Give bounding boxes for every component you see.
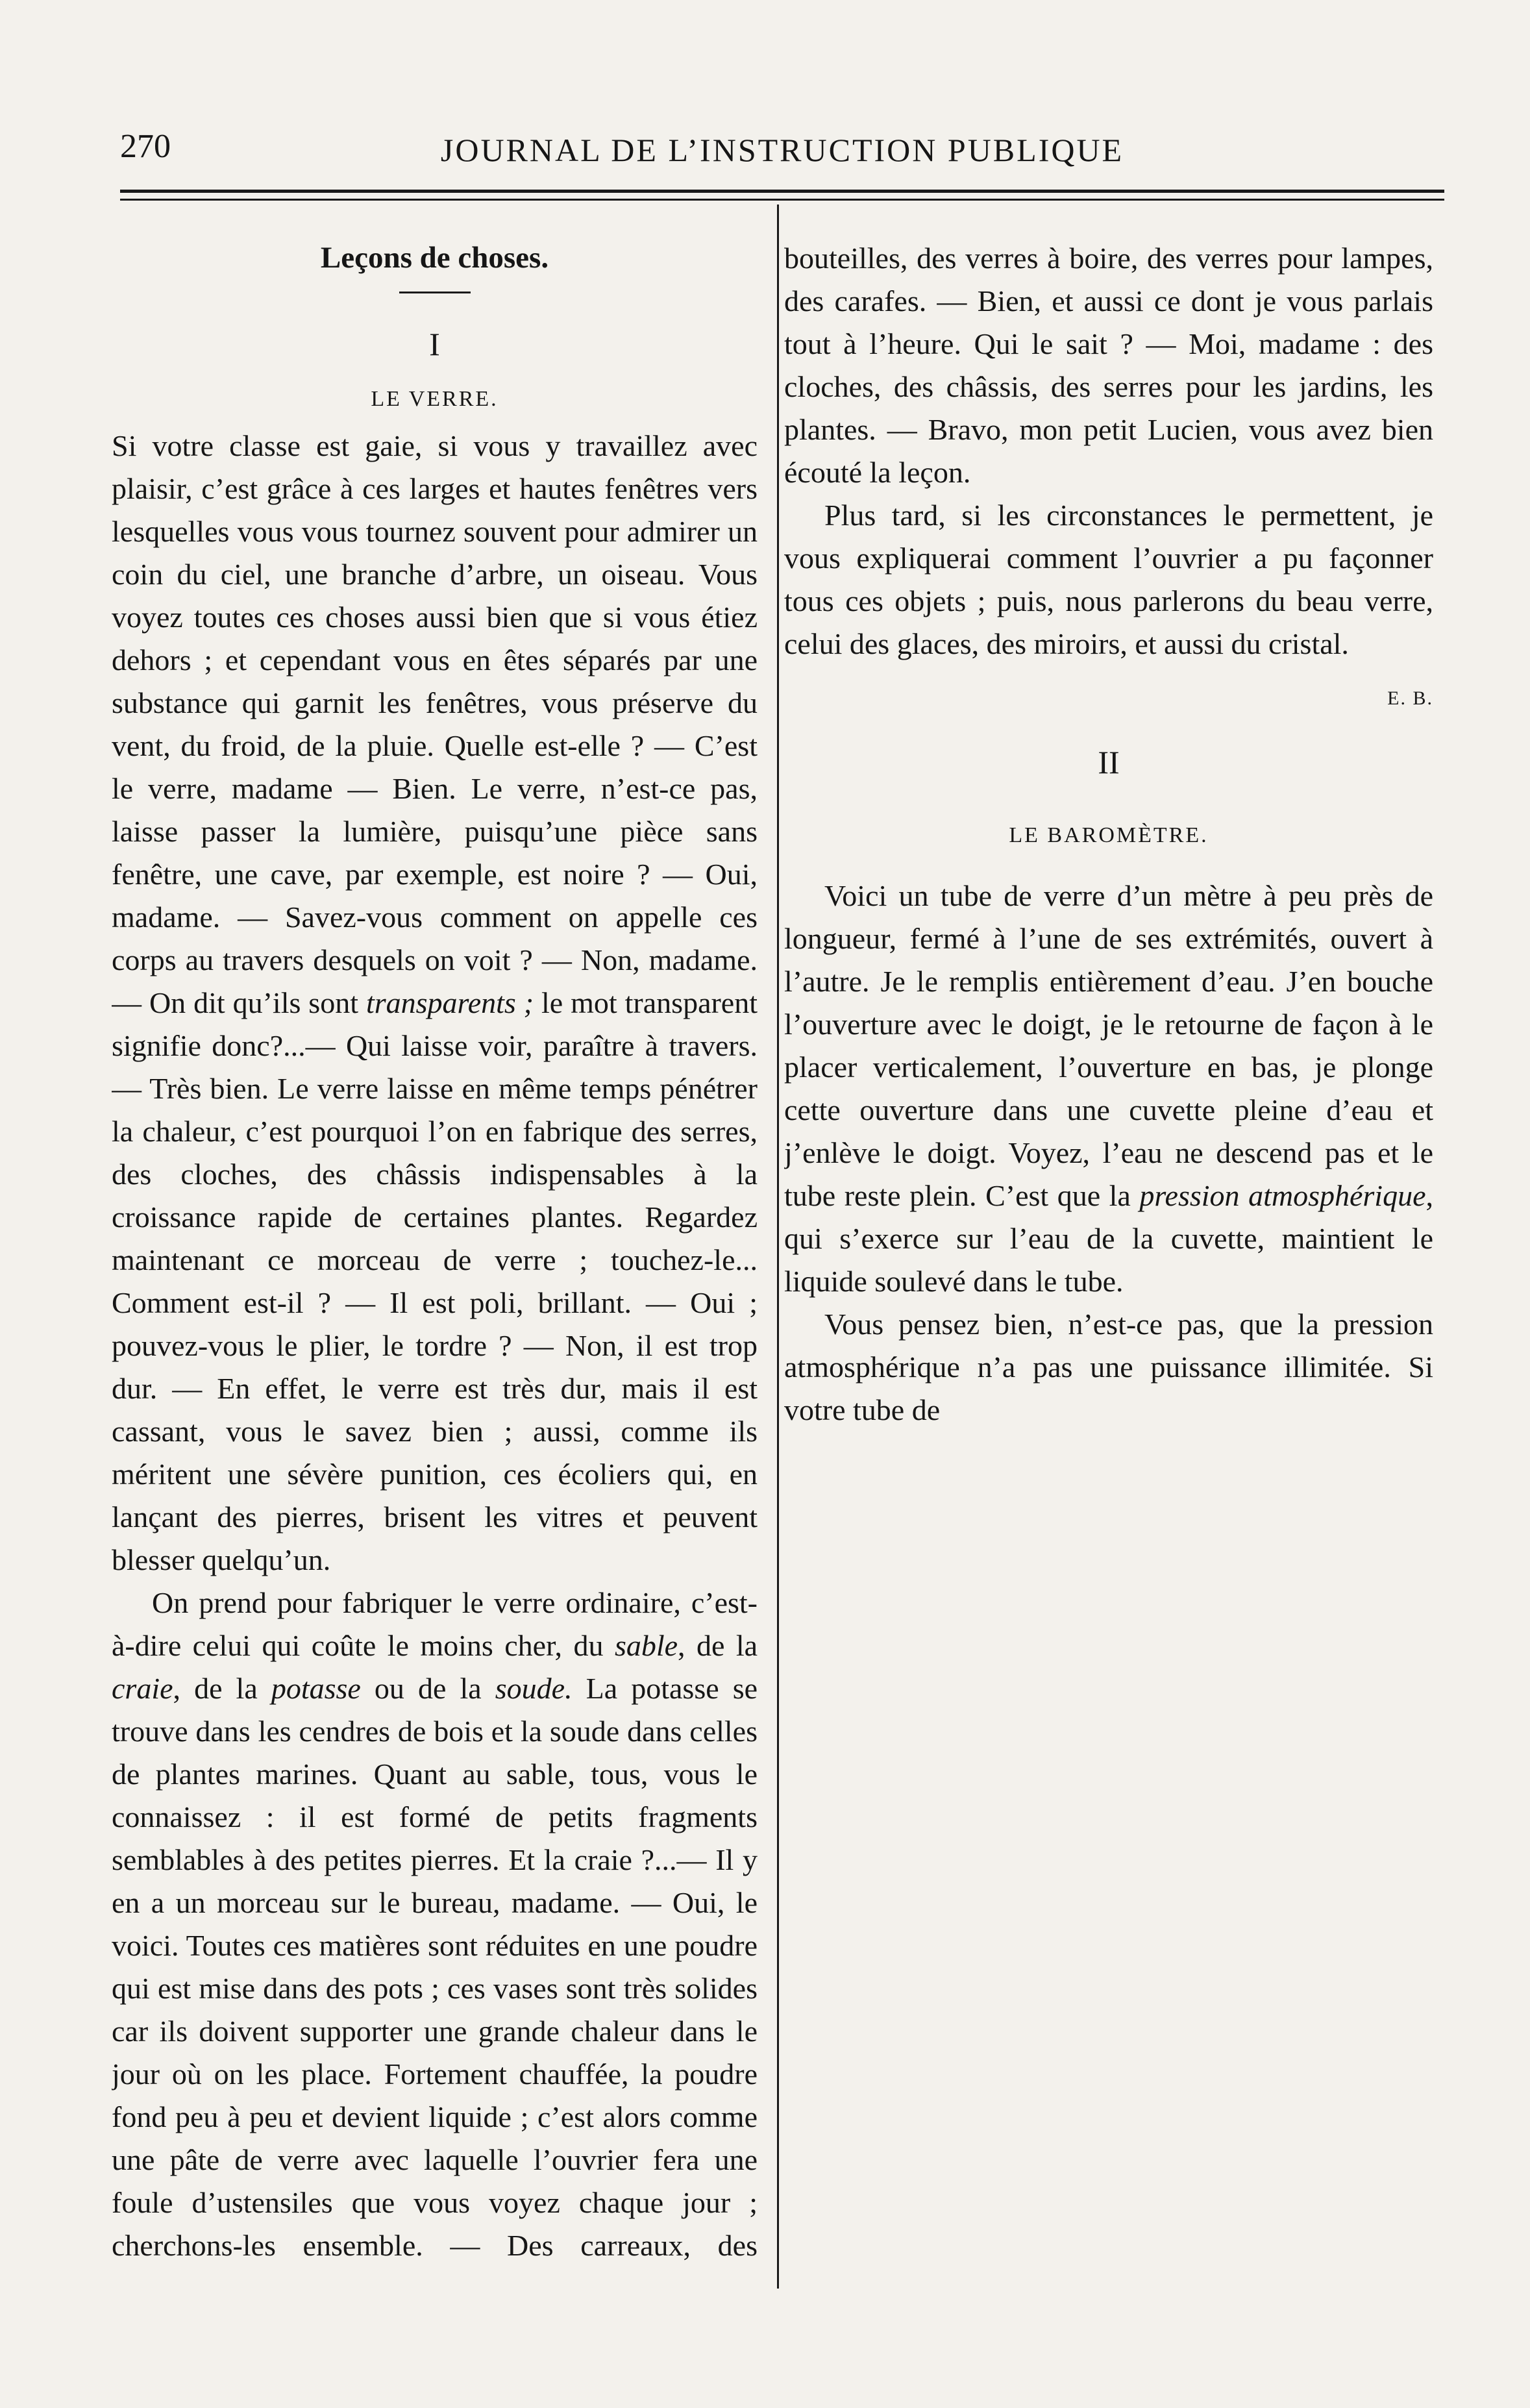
page-header	[120, 127, 1444, 179]
paragraph: Plus tard, si les circonstances le permettent, je vous expliquerai comment l’ouvrier a pu façonner tous ces objets ; puis, nous parlerons du beau verre, celui des glaces, des miroirs, et aussi du cristal. E. B.	[784, 494, 1433, 665]
column-divider	[777, 205, 779, 2289]
column-right	[784, 237, 1433, 2282]
right-column-flow	[784, 237, 1433, 494]
paragraph: On prend pour fabriquer le verre ordinaire, c’est-à-dire celui qui coûte le moins cher, du sable, de la craie, de la potasse ou de la soude. La potasse se trouve dans les cendres de bois et la soude dans celles de plantes marines. Quant au sable, tous, vous le connaissez : il est formé de petits fragments semblables à des petites pierres. Et la craie ?...— Il y en a un morceau sur le bureau, madame. — Oui, le voici. Toutes ces matières sont réduites en une poudre qui est mise dans des pots ; ces vases sont très solides car ils doivent supporter une grande chaleur dans le jour où on les place. Fortement chauffée, la poudre fond peu à peu et devient liquide ; c’est alors comme une pâte de verre avec laquelle l’ouvrier fera une foule d’ustensiles que vous voyez chaque jour ; cherchons-les ensemble. — Des carreaux, des	[112, 1586, 758, 2262]
emphasis: transparents ;	[365, 986, 534, 1019]
paragraph-continuation: bouteilles, des verres à boire, des verres pour lampes, des carafes. — Bien, et aussi ce dont je vous parlais tout à l’heure. Qui le sait ? — Moi, madame : des cloches, des châssis, des serres pour les jardins, les plantes. — Bravo, mon petit Lucien, vous avez bien écouté la leçon.	[784, 242, 1433, 489]
paragraph: Si votre classe est gaie, si vous y travaillez avec plaisir, c’est grâce à ces larges et hautes fenêtres vers lesquelles vous vous tournez souvent pour admirer un coin du ciel, une branche d’arbre, un oiseau. Vous voyez toutes ces choses aussi bien que si vous étiez dehors ; et cependant vous en êtes séparés par une substance qui garnit les fenêtres, vous préserve du vent, du froid, de la pluie. Quelle est-elle ? — C’est le verre, madame — Bien. Le verre, n’est-ce pas, laisse passer la lumière, puisqu’une pièce sans fenêtre, une cave, par exemple, est noire ? — Oui, madame. — Savez-vous comment on appelle ces corps au travers desquels on voit ? — Non, madame. — On dit qu’ils sont transparents ; le mot transparent signifie donc?...— Qui laisse voir, paraître à travers. — Très bien. Le verre laisse en même temps pénétrer la chaleur, c’est pourquoi l’on en fabrique des serres, des cloches, des châssis indispensables à la croissance rapide de certaines plantes. Regardez maintenant ce morceau de verre ; touchez-le... Comment est-il ? — Il est poli, brillant. — Oui ; pouvez-vous le plier, le tordre ? — Non, il est trop dur. — En effet, le verre est très dur, mais il est cassant, vous le savez bien ; aussi, comme ils méritent une sévère punition, ces écoliers qui, en lançant des pierres, brisent les vitres et peuvent blesser quelqu’un.	[112, 429, 758, 1576]
journal-title: JOURNAL DE L’INSTRUCTION PUBLIQUE	[440, 132, 1124, 168]
lesson-title: LE BAROMÈTRE.	[1009, 823, 1209, 847]
page-number: 270	[120, 128, 171, 165]
header-rule-thick	[120, 190, 1444, 193]
column-left	[112, 237, 758, 2282]
section-divider	[399, 292, 471, 293]
lesson-number: I	[429, 326, 440, 362]
lesson-title: LE VERRE.	[371, 387, 499, 411]
author-signature: E. B.	[1387, 688, 1433, 709]
lesson-number: II	[1098, 744, 1120, 780]
paragraph: Vous pensez bien, n’est-ce pas, que la pression atmosphérique n’a pas une puissance illimitée. Si votre tube de	[784, 1308, 1433, 1426]
paragraph: Voici un tube de verre d’un mètre à peu près de longueur, fermé à l’une de ses extrémités, ouvert à l’autre. Je le remplis entièrement d’eau. J’en bouche l’ouverture avec le doigt, je le retourne de façon à le placer verticalement, l’ouverture en bas, je plonge cette ouverture dans une cuvette pleine d’eau et j’enlève le doigt. Voyez, l’eau ne descend pas et le tube reste plein. C’est que la pression atmosphérique, qui s’exerce sur l’eau de la cuvette, maintient le liquide soulevé dans le tube.	[784, 879, 1433, 1298]
section-title: Leçons de choses.	[320, 241, 549, 275]
header-rule-thin	[120, 199, 1444, 201]
